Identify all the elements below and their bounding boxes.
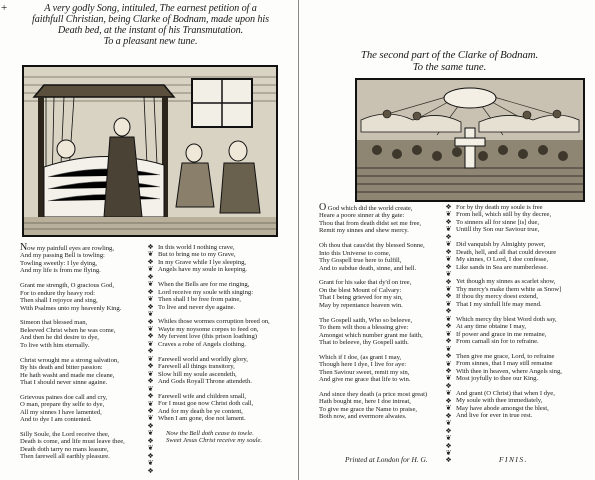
verse-line: The Gospell saith, Who so beleeve, xyxy=(319,316,413,324)
verse-line: Did vanquish by Almighty power, xyxy=(456,241,546,249)
verse-line: Then farewell all earthly pleasure. xyxy=(20,453,110,461)
fleuron-icon: ❦ xyxy=(445,434,452,443)
verse-line: And my life is from me flying. xyxy=(20,267,101,275)
fleuron-icon: ❖ xyxy=(445,262,452,271)
title-line: faithfull Christian, being Clarke of Bodnam, made upon his xyxy=(32,14,269,25)
fleuron-icon: ❖ xyxy=(147,451,154,460)
fleuron-icon: ❖ xyxy=(445,322,452,331)
stanza xyxy=(456,353,562,383)
verse-line: Angels have my soule in keeping. xyxy=(158,266,248,274)
fleuron-icon: ❦ xyxy=(147,414,154,423)
stanza xyxy=(20,282,125,312)
fleuron-icon: ❦ xyxy=(147,339,154,348)
fleuron-icon: ❖ xyxy=(147,287,154,296)
fleuron-icon: ❖ xyxy=(147,257,154,266)
fleuron-icon: ❖ xyxy=(445,307,452,316)
fleuron-icon: ❖ xyxy=(445,366,452,375)
fleuron-icon: ❦ xyxy=(147,459,154,468)
stanza xyxy=(456,278,562,308)
verse-line: For by thy death my soule is free xyxy=(456,204,543,211)
printer-imprint: Printed at London for H. G. xyxy=(345,455,428,464)
verse-line: And for my death be ye content, xyxy=(158,407,243,415)
verse-line: By his death and bitter passion: xyxy=(20,364,103,372)
title-line: To a pleasant new tune. xyxy=(103,36,198,47)
verse-line: My soule with thee immediately, xyxy=(456,397,543,405)
verse-line: All my sinnes I have lamented, xyxy=(20,408,102,416)
title-line: The second part of the Clarke of Bodnam. xyxy=(360,49,539,61)
heavenly-procession-woodcut-icon xyxy=(355,78,585,202)
verse-line: And my passing Bell is towling: xyxy=(20,252,105,260)
fleuron-icon: ❖ xyxy=(445,396,452,405)
verse-line: Simeon that blessed man, xyxy=(20,319,88,327)
verse-line: Silly Soule, the Lord receive thee, xyxy=(20,431,110,439)
fleuron-icon: ❖ xyxy=(147,392,154,401)
title-line: A very godly Song, intituled, The earnest petition of a xyxy=(44,3,257,14)
fleuron-icon: ❖ xyxy=(147,272,154,281)
fleuron-icon: ❦ xyxy=(445,225,452,234)
verse-line: If power and grace in me remaine, xyxy=(456,330,547,338)
stanza xyxy=(20,431,125,461)
verse-line: Thy Gospell true here to fulfill, xyxy=(319,257,402,265)
fleuron-icon: ❦ xyxy=(147,384,154,393)
fleuron-icon: ❖ xyxy=(445,247,452,256)
stanza xyxy=(456,316,562,346)
verse-line: Heare a poore sinner at thy gate: xyxy=(319,212,405,220)
fleuron-icon: ❖ xyxy=(445,204,452,211)
stanza-column-right xyxy=(456,204,562,427)
verse-line: Grant for his sake that dy'd on tree, xyxy=(319,279,412,287)
fleuron-icon: ❦ xyxy=(147,310,154,319)
stanza xyxy=(20,319,125,349)
verse-line: Grievous paines doe call and cry, xyxy=(20,393,108,401)
fleuron-icon: ❦ xyxy=(445,255,452,264)
title-line: Death bed, at the instant of his Transmutation. xyxy=(57,25,244,36)
fleuron-icon: ❖ xyxy=(445,456,452,465)
verse-line: And since they death (a price most great) xyxy=(319,391,428,399)
fleuron-icon: ❦ xyxy=(147,444,154,453)
fleuron-icon: ❖ xyxy=(445,411,452,420)
verse-line: That I should never sinne againe. xyxy=(20,378,108,386)
verse-line: O God which did the world create, xyxy=(319,202,413,213)
fleuron-icon: ❦ xyxy=(445,240,452,249)
stanza xyxy=(158,356,270,386)
verse-line: Death, hell, and all that could devoure xyxy=(456,248,557,256)
deathbed-scene-woodcut-icon xyxy=(22,65,278,237)
left-page xyxy=(0,0,297,480)
verse-line: From hell, which still by thy decree, xyxy=(456,211,552,219)
verse-line: Death doth tarry no mans leasure, xyxy=(20,445,109,453)
fleuron-icon: ❖ xyxy=(147,332,154,341)
stanza xyxy=(319,354,427,384)
fleuron-icon: ❦ xyxy=(147,265,154,274)
verse-line: For to endure thy heavy rod: xyxy=(20,289,95,297)
fleuron-icon: ❖ xyxy=(147,244,154,251)
fleuron-icon: ❦ xyxy=(445,329,452,338)
fleuron-icon: ❖ xyxy=(147,436,154,445)
printers-ornament-divider-icon xyxy=(444,204,453,466)
verse-line: To live and never dye againe. xyxy=(158,303,236,311)
fleuron-icon: ❦ xyxy=(445,270,452,279)
stanza xyxy=(456,241,562,271)
fleuron-icon: ❦ xyxy=(147,250,154,259)
stanza xyxy=(158,244,270,274)
stanza xyxy=(319,391,427,421)
verse-line: But to bring me to my Grave, xyxy=(158,251,236,259)
verse-line: Remit my sinnes and shew mercy. xyxy=(319,227,409,235)
stanza-column-left xyxy=(319,204,427,428)
fleuron-icon: ❦ xyxy=(445,314,452,323)
fleuron-icon: ❖ xyxy=(445,232,452,241)
fleuron-icon: ❦ xyxy=(445,210,452,219)
stanza xyxy=(319,204,427,235)
verse-line: Oh thou that caus'dst thy blessed Sonne, xyxy=(319,242,425,250)
fleuron-icon: ❦ xyxy=(445,299,452,308)
verse-line: And to subdue death, sinne, and hell. xyxy=(319,264,417,272)
verse-line: Thou that from death didst set me free, xyxy=(319,219,422,227)
fleuron-icon: ❖ xyxy=(445,426,452,435)
verse-line: Amongst which number grant me faith, xyxy=(319,331,423,339)
second-part-title xyxy=(307,50,592,73)
verse-line: Craves a robe of Angels clothing. xyxy=(158,340,246,348)
verse-line: To them wilt thou a blessing give: xyxy=(319,324,409,332)
stanza xyxy=(20,244,125,275)
stanza-column-right xyxy=(158,244,270,452)
verse-line: Then give me grace, Lord, to refraine xyxy=(456,352,555,360)
printers-ornament-divider-icon xyxy=(146,244,155,478)
verse-line: When the Bells are for me ringing, xyxy=(158,281,250,289)
verse-line: Then shall I rejoyce and sing, xyxy=(20,297,98,305)
fleuron-icon: ❖ xyxy=(445,217,452,226)
stanza xyxy=(456,204,562,234)
fleuron-icon: ❦ xyxy=(445,359,452,368)
verse-line: Towling sweetly: I lye dying, xyxy=(20,259,98,267)
verse-line: May by repentance heaven win. xyxy=(319,301,403,309)
verse-line: He hath washt and made me cleane, xyxy=(20,371,115,379)
verse-line: If thou thy mercy doest extend, xyxy=(456,293,539,301)
verse-line: Farewell all things transitory, xyxy=(158,363,235,371)
verse-line: Hath bought me, here I doe intreat, xyxy=(319,398,411,406)
stanza xyxy=(158,318,270,348)
verse-line: Like sands in Sea are numberlesse. xyxy=(456,263,548,271)
title-line: To the same tune. xyxy=(412,60,487,73)
verse-line: Which if I doe, (as grant I may, xyxy=(319,353,402,361)
verse-line: On the blest Mount of Calvary: xyxy=(319,286,402,294)
verse-line: And give me grace that life to win. xyxy=(319,376,411,384)
verse-line: Beleeved Christ when he was come, xyxy=(20,326,116,334)
fleuron-icon: ❖ xyxy=(147,421,154,430)
verse-line: Now my painfull eyes are rowling, xyxy=(20,242,114,253)
verse-line: With Psalmes unto my heavenly King. xyxy=(20,304,122,312)
verse-line: And grant (O Christ) that when I dye, xyxy=(456,390,555,398)
right-page xyxy=(298,0,595,480)
verse-line: And then he did desire to dye, xyxy=(20,334,99,342)
closing-couplet xyxy=(158,430,270,445)
verse-line: Grant me strength, O gracious God, xyxy=(20,282,114,290)
verse-line: Farewell wife and children small, xyxy=(158,392,247,400)
verse-line: Farewell world and worldly glory, xyxy=(158,355,248,363)
fleuron-icon: ❦ xyxy=(147,354,154,363)
fleuron-icon: ❦ xyxy=(147,399,154,408)
verse-line: In my Grave while I lye sleeping, xyxy=(158,258,247,266)
fleuron-icon: ❖ xyxy=(445,381,452,390)
fleuron-icon: ❖ xyxy=(445,292,452,301)
fleuron-icon: ❦ xyxy=(445,419,452,428)
fleuron-icon: ❖ xyxy=(147,377,154,386)
verse-line: Sweet Jesus Christ receive my soule. xyxy=(166,437,263,445)
verse-line: And Gods Royall Throne attendeth. xyxy=(158,377,252,385)
verse-line: From carnall sin for to refraine. xyxy=(456,337,539,345)
verse-line: O man, prepare thy selfe to dye, xyxy=(20,401,105,409)
verse-line: Christ wrought me a strong salvation, xyxy=(20,356,119,364)
stanza xyxy=(20,394,125,424)
verse-line: Slow hill my soule ascendeth, xyxy=(158,370,237,378)
verse-line: My fervent love (this prison loathing) xyxy=(158,333,257,341)
stanza xyxy=(319,317,427,347)
verse-line: May have abode amongst the blest, xyxy=(456,404,549,412)
fleuron-icon: ❦ xyxy=(147,280,154,289)
stanza xyxy=(158,281,270,311)
verse-line: Though here I dye, I live for aye: xyxy=(319,361,407,369)
fleuron-icon: ❦ xyxy=(445,374,452,383)
fleuron-icon: ❖ xyxy=(147,347,154,356)
verse-line: Most joyfully to thee our King. xyxy=(456,375,539,383)
verse-line: My sinnes, O Lord, I doe confesse, xyxy=(456,256,549,264)
verse-line: Both now, and evermore alwaies. xyxy=(319,413,407,421)
stanza xyxy=(319,242,427,272)
fleuron-icon: ❦ xyxy=(445,448,452,457)
fleuron-icon: ❖ xyxy=(147,362,154,371)
fleuron-icon: ❖ xyxy=(147,302,154,311)
verse-line: To give me grace the Name to praise, xyxy=(319,405,418,413)
verse-line: Lord receive my soule with singing: xyxy=(158,288,254,296)
verse-line: Whiles those wormes corruption breed on, xyxy=(158,318,270,326)
verse-line: Wayte my noysome corpes to feed on, xyxy=(158,325,259,333)
fleuron-icon: ❦ xyxy=(147,369,154,378)
fleuron-icon: ❖ xyxy=(147,317,154,326)
song-title xyxy=(8,3,293,47)
verse-line: To live with him eternally. xyxy=(20,341,90,349)
fleuron-icon: ❖ xyxy=(445,337,452,346)
verse-line: With thee in heaven, where Angels sing, xyxy=(456,367,562,375)
finis-mark: FINIS. xyxy=(499,455,528,464)
verse-line: And live for ever in true rest. xyxy=(456,412,533,420)
verse-line: That to beleeve, thy Gospell saith. xyxy=(319,338,409,346)
verse-line: When I am gone, doe not lament. xyxy=(158,415,246,423)
stanza xyxy=(456,390,562,420)
verse-line: Then shall I be free from paine, xyxy=(158,296,241,304)
fleuron-icon: ❖ xyxy=(147,406,154,415)
fleuron-icon: ❖ xyxy=(445,441,452,450)
fleuron-icon: ❦ xyxy=(445,404,452,413)
verse-line: Then Saviour sweet, remit my sin, xyxy=(319,368,410,376)
fleuron-icon: ❖ xyxy=(147,466,154,475)
verse-line: For I must goe now Christ doth call, xyxy=(158,400,254,408)
verse-line: Yet though my sinnes as scarlet show, xyxy=(456,278,556,286)
verse-line: Thy mercy's make them white as Snow] xyxy=(456,285,562,293)
stanza xyxy=(158,393,270,423)
verse-line: Now the Bell doth cease to towle. xyxy=(166,430,254,438)
stanza xyxy=(319,279,427,309)
verse-line: In this world I nothing crave, xyxy=(158,244,235,251)
verse-line: Into this Universe to come, xyxy=(319,249,391,257)
fleuron-icon: ❖ xyxy=(445,352,452,361)
verse-line: To sinners all for sinne [is] due, xyxy=(456,218,540,226)
fleuron-icon: ❦ xyxy=(445,284,452,293)
fleuron-icon: ❦ xyxy=(147,324,154,333)
fleuron-icon: ❦ xyxy=(147,295,154,304)
verse-line: At any time obtaine I may, xyxy=(456,323,526,331)
verse-line: That I my sinfull life may mend. xyxy=(456,300,542,308)
verse-line: That I being grieved for my sin, xyxy=(319,294,403,302)
fleuron-icon: ❦ xyxy=(445,344,452,353)
verse-line: And to dye I am contented. xyxy=(20,416,92,424)
stanza xyxy=(20,357,125,387)
fleuron-icon: ❖ xyxy=(445,277,452,286)
verse-line: Death is come, and life must leave thee, xyxy=(20,438,125,446)
stanza-column-left xyxy=(20,244,125,468)
corner-mark: + xyxy=(1,2,8,14)
verse-line: From sinnes, that I may still remaine xyxy=(456,360,553,368)
fleuron-icon: ❦ xyxy=(147,429,154,438)
fleuron-icon: ❦ xyxy=(445,389,452,398)
verse-line: Untill thy Son our Saviour true, xyxy=(456,226,540,234)
verse-line: Which mercy thy blest Word doth say, xyxy=(456,315,557,323)
